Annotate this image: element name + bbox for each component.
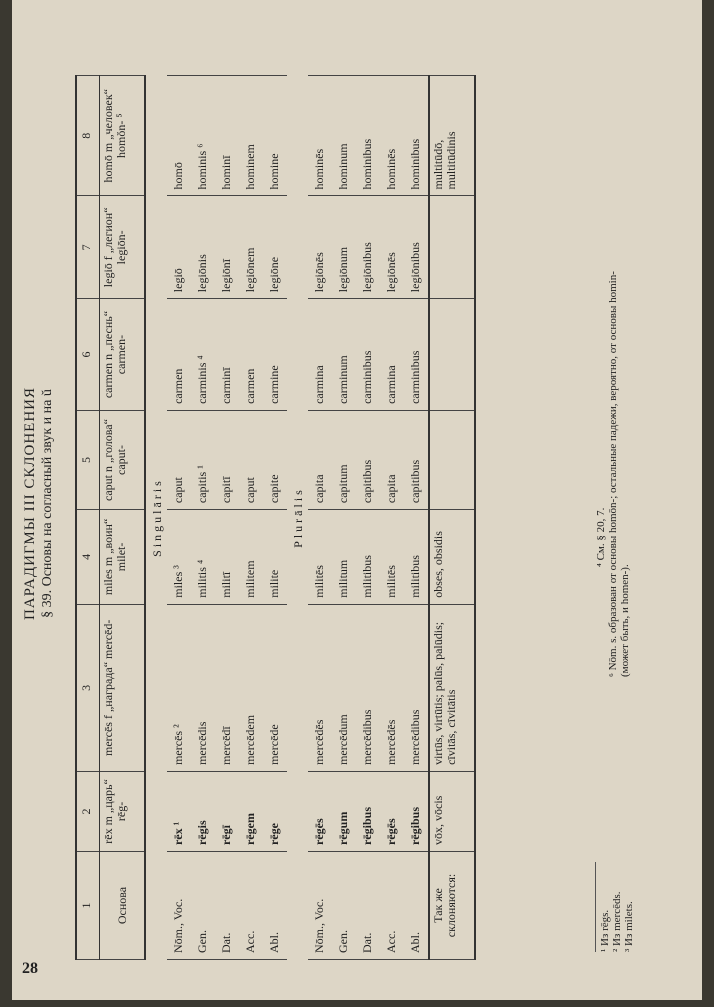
form-cell: legiōnum — [332, 196, 356, 299]
form-cell: carmen — [239, 299, 263, 411]
form-cell: capitī — [215, 410, 239, 509]
form-cell: rēgum — [332, 771, 356, 851]
form-cell: mercēdēs — [380, 604, 404, 771]
form-cell: hominum — [332, 76, 356, 196]
footnote: ¹ Из rēgs. — [599, 909, 611, 952]
case-label: Abl. — [404, 852, 429, 960]
form-cell: mercēdēs — [308, 604, 332, 771]
case-row — [308, 76, 332, 960]
form-cell: carminum — [332, 299, 356, 411]
also-label: Так же склоняются: — [429, 852, 475, 960]
form-cell: militem — [239, 510, 263, 605]
also-cell: vōx, vōcis — [429, 771, 475, 851]
form-cell: carmine — [263, 299, 287, 411]
also-declined-row — [429, 76, 475, 960]
form-cell: rēgī — [215, 771, 239, 851]
case-row — [191, 76, 215, 960]
form-cell: hominēs — [308, 76, 332, 196]
form-cell: militēs — [308, 510, 332, 605]
case-row — [167, 76, 191, 960]
form-cell: capitis ¹ — [191, 410, 215, 509]
form-cell: militēs — [380, 510, 404, 605]
case-label: Nōm., Voc. — [167, 852, 191, 960]
also-cell: obses, obsidis — [429, 510, 475, 605]
singular-body — [167, 76, 287, 960]
form-cell: capite — [263, 410, 287, 509]
case-row — [404, 76, 429, 960]
also-cell — [429, 410, 475, 509]
form-cell: legiōnēs — [308, 196, 332, 299]
form-cell: legiō — [167, 196, 191, 299]
col-header: 5 — [76, 410, 100, 509]
form-cell: militibus — [356, 510, 380, 605]
also-cell — [429, 299, 475, 411]
form-cell: homine — [263, 76, 287, 196]
form-cell: carmen — [167, 299, 191, 411]
form-cell: mercēdum — [332, 604, 356, 771]
case-row — [263, 76, 287, 960]
form-cell: rēgēs — [380, 771, 404, 851]
form-cell: capitum — [332, 410, 356, 509]
form-cell: rēge — [263, 771, 287, 851]
case-label: Nōm., Voc. — [308, 852, 332, 960]
form-cell: milite — [263, 510, 287, 605]
singular-heading-row — [145, 76, 167, 960]
footnote: ² Из mercēds. — [611, 891, 623, 952]
col-header: 6 — [76, 299, 100, 411]
form-cell: legiōnis — [191, 196, 215, 299]
form-cell: rēgem — [239, 771, 263, 851]
form-cell: hominis ⁶ — [191, 76, 215, 196]
form-cell: mercēs ² — [167, 604, 191, 771]
col-header: 4 — [76, 510, 100, 605]
case-label: Acc. — [380, 852, 404, 960]
form-cell: militibus — [404, 510, 429, 605]
case-row — [380, 76, 404, 960]
basis-cell: legiō f „легион“ legiōn- — [100, 196, 146, 299]
case-row — [356, 76, 380, 960]
also-cell: multitūdō, multitūdinis — [429, 76, 475, 196]
basis-cell: homō m „человек“ homŏn- ⁵ — [100, 76, 146, 196]
form-cell: rēgis — [191, 771, 215, 851]
form-cell: capitibus — [404, 410, 429, 509]
case-row — [215, 76, 239, 960]
case-label: Dat. — [215, 852, 239, 960]
plural-body — [308, 76, 429, 960]
case-label: Abl. — [263, 852, 287, 960]
form-cell: legiōnibus — [356, 196, 380, 299]
form-cell: mercēdibus — [356, 604, 380, 771]
form-cell: carminis ⁴ — [191, 299, 215, 411]
form-cell: capitibus — [356, 410, 380, 509]
case-label: Dat. — [356, 852, 380, 960]
form-cell: carminibus — [356, 299, 380, 411]
basis-cell: mercēs f „награда“ mercēd- — [100, 604, 146, 771]
case-label: Gen. — [191, 852, 215, 960]
col-header: 1 — [76, 852, 100, 960]
case-label: Gen. — [332, 852, 356, 960]
form-cell: caput — [167, 410, 191, 509]
footnotes-left — [595, 862, 635, 952]
form-cell: mercēdem — [239, 604, 263, 771]
form-cell: hominēs — [380, 76, 404, 196]
form-cell: mercēdibus — [404, 604, 429, 771]
form-cell: militum — [332, 510, 356, 605]
col-header: 7 — [76, 196, 100, 299]
footnotes-right — [595, 237, 631, 677]
form-cell: hominem — [239, 76, 263, 196]
page-title: ПАРАДИГМЫ III СКЛОНЕНИЯ — [22, 386, 38, 621]
basis-cell: caput n „голова“ caput- — [100, 410, 146, 509]
form-cell: capita — [380, 410, 404, 509]
basis-row — [100, 76, 146, 960]
form-cell: legiōnibus — [404, 196, 429, 299]
form-cell: legiōnēs — [380, 196, 404, 299]
also-cell: virtūs, virtūtis; palūs, palūdis; cīvitās, cīvitātis — [429, 604, 475, 771]
case-label: Acc. — [239, 852, 263, 960]
page-number: 28 — [22, 960, 38, 977]
form-cell: legiōne — [263, 196, 287, 299]
form-cell: carminī — [215, 299, 239, 411]
basis-cell: rēx m „царь“ rēg- — [100, 771, 146, 851]
form-cell: homō — [167, 76, 191, 196]
form-cell: capita — [308, 410, 332, 509]
form-cell: rēgibus — [356, 771, 380, 851]
form-cell: mercēde — [263, 604, 287, 771]
col-header: 8 — [76, 76, 100, 196]
basis-cell: carmen n „песнь“ carmen- — [100, 299, 146, 411]
form-cell: legiōnem — [239, 196, 263, 299]
section-subtitle: § 39. Основы на согласный звук и на ŭ — [40, 389, 55, 618]
col-header: 2 — [76, 771, 100, 851]
form-cell: mercēdī — [215, 604, 239, 771]
plural-heading-row — [287, 76, 308, 960]
plural-heading: Plurālis — [291, 487, 305, 548]
also-cell — [429, 196, 475, 299]
form-cell: carminibus — [404, 299, 429, 411]
form-cell: mercēdis — [191, 604, 215, 771]
declension-table — [75, 75, 476, 960]
form-cell: caput — [239, 410, 263, 509]
form-cell: hominibus — [404, 76, 429, 196]
singular-heading: Singulāris — [150, 478, 164, 557]
column-numbers-row — [76, 76, 100, 960]
form-cell: carmina — [308, 299, 332, 411]
basis-cell: miles m „воин“ milet- — [100, 510, 146, 605]
case-row — [239, 76, 263, 960]
footnote: ⁶ Nōm. s. образован от основы homōn-; остальные падежи, вероятно, от основы homin- (может быть, и homen-). — [607, 271, 631, 677]
form-cell: rēgibus — [404, 771, 429, 851]
form-cell: militis ⁴ — [191, 510, 215, 605]
form-cell: hominibus — [356, 76, 380, 196]
form-cell: hominī — [215, 76, 239, 196]
form-cell: rēgēs — [308, 771, 332, 851]
footnote: ⁴ См. § 20, 7. — [595, 507, 607, 567]
form-cell: militī — [215, 510, 239, 605]
col-header: 3 — [76, 604, 100, 771]
case-row — [332, 76, 356, 960]
footnote: ³ Из milets. — [623, 901, 635, 952]
form-cell: rēx ¹ — [167, 771, 191, 851]
form-cell: carmina — [380, 299, 404, 411]
form-cell: legiōnī — [215, 196, 239, 299]
basis-cell: Основа — [100, 852, 146, 960]
form-cell: miles ³ — [167, 510, 191, 605]
